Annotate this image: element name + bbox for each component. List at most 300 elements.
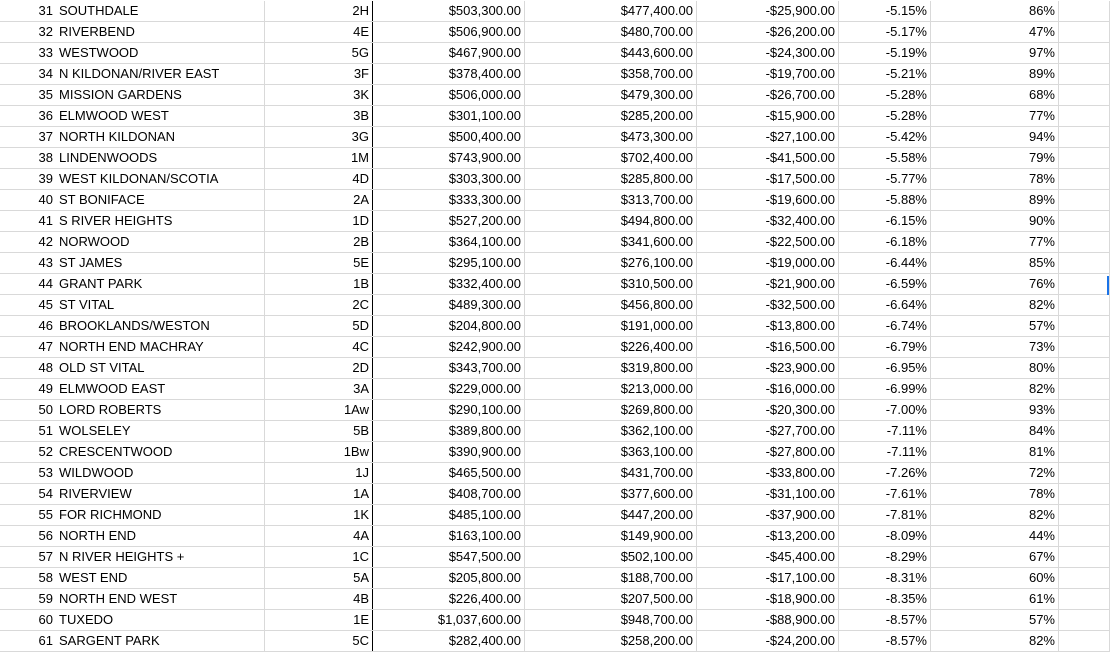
cell-percent-change[interactable]: -6.64% xyxy=(839,295,931,315)
cell-price-a[interactable]: $527,200.00 xyxy=(373,211,525,231)
cell-neighbourhood[interactable] xyxy=(0,358,265,378)
cell-price-change[interactable]: -$22,500.00 xyxy=(697,232,839,252)
cell-price-b[interactable]: $276,100.00 xyxy=(525,253,697,273)
cell-neighbourhood[interactable] xyxy=(0,274,265,294)
cell-empty[interactable] xyxy=(1059,337,1110,357)
cell-price-a[interactable]: $500,400.00 xyxy=(373,127,525,147)
cell-empty[interactable] xyxy=(1059,400,1110,420)
cell-empty[interactable] xyxy=(1059,526,1110,546)
cell-price-b[interactable]: $702,400.00 xyxy=(525,148,697,168)
cell-neighbourhood-name: S RIVER HEIGHTS xyxy=(59,213,173,228)
cell-percent-change[interactable]: -6.15% xyxy=(839,211,931,231)
cell-neighbourhood[interactable] xyxy=(0,568,265,588)
cell-area-code[interactable]: 1K xyxy=(265,505,373,525)
cell-price-change[interactable]: -$13,200.00 xyxy=(697,526,839,546)
cell-percent-change[interactable]: -8.57% xyxy=(839,610,931,630)
cell-price-change[interactable]: -$24,200.00 xyxy=(697,631,839,651)
cell-price-a[interactable]: $332,400.00 xyxy=(373,274,525,294)
cell-cursor-indicator xyxy=(1107,276,1109,295)
cell-area-code[interactable]: 3F xyxy=(265,64,373,84)
cell-neighbourhood[interactable] xyxy=(0,148,265,168)
cell-neighbourhood[interactable] xyxy=(0,505,265,525)
cell-rank-number: 47 xyxy=(38,339,53,354)
cell-neighbourhood[interactable] xyxy=(0,211,265,231)
cell-price-a[interactable]: $343,700.00 xyxy=(373,358,525,378)
cell-rank-number: 45 xyxy=(38,297,53,312)
cell-percent-change[interactable]: -8.35% xyxy=(839,589,931,609)
cell-share[interactable]: 79% xyxy=(931,148,1059,168)
cell-neighbourhood-name: NORWOOD xyxy=(59,234,130,249)
cell-neighbourhood-name: MISSION GARDENS xyxy=(59,87,182,102)
cell-neighbourhood[interactable] xyxy=(0,400,265,420)
cell-empty[interactable] xyxy=(1059,631,1110,651)
cell-area-code[interactable]: 1E xyxy=(265,610,373,630)
cell-rank-number: 53 xyxy=(38,465,53,480)
cell-price-b[interactable]: $480,700.00 xyxy=(525,22,697,42)
cell-neighbourhood-name: ST BONIFACE xyxy=(59,192,145,207)
cell-percent-change[interactable]: -7.00% xyxy=(839,400,931,420)
cell-price-b[interactable]: $149,900.00 xyxy=(525,526,697,546)
cell-area-code[interactable]: 1M xyxy=(265,148,373,168)
cell-price-a[interactable]: $390,900.00 xyxy=(373,442,525,462)
cell-price-a[interactable]: $547,500.00 xyxy=(373,547,525,567)
cell-share[interactable]: 76% xyxy=(931,274,1059,294)
cell-price-change[interactable]: -$41,500.00 xyxy=(697,148,839,168)
cell-price-a[interactable]: $485,100.00 xyxy=(373,505,525,525)
table-row xyxy=(0,148,1110,169)
cell-price-change[interactable]: -$27,800.00 xyxy=(697,442,839,462)
cell-neighbourhood[interactable] xyxy=(0,169,265,189)
cell-empty[interactable] xyxy=(1059,379,1110,399)
cell-share[interactable]: 78% xyxy=(931,169,1059,189)
cell-neighbourhood[interactable] xyxy=(0,316,265,336)
cell-price-b[interactable]: $188,700.00 xyxy=(525,568,697,588)
cell-rank-number: 40 xyxy=(38,192,53,207)
cell-price-change[interactable]: -$45,400.00 xyxy=(697,547,839,567)
cell-share[interactable]: 77% xyxy=(931,232,1059,252)
cell-price-b[interactable]: $191,000.00 xyxy=(525,316,697,336)
cell-area-code[interactable]: 5G xyxy=(265,43,373,63)
cell-neighbourhood[interactable] xyxy=(0,610,265,630)
cell-empty[interactable] xyxy=(1059,295,1110,315)
cell-neighbourhood[interactable] xyxy=(0,232,265,252)
cell-rank-number: 59 xyxy=(38,591,53,606)
cell-area-code[interactable]: 2B xyxy=(265,232,373,252)
cell-share[interactable]: 82% xyxy=(931,505,1059,525)
cell-share[interactable]: 82% xyxy=(931,631,1059,651)
cell-price-b[interactable]: $213,000.00 xyxy=(525,379,697,399)
table-row xyxy=(0,358,1110,379)
cell-percent-change[interactable]: -5.21% xyxy=(839,64,931,84)
cell-percent-change[interactable]: -5.15% xyxy=(839,1,931,21)
cell-share[interactable]: 61% xyxy=(931,589,1059,609)
cell-price-a[interactable]: $467,900.00 xyxy=(373,43,525,63)
cell-share[interactable]: 81% xyxy=(931,442,1059,462)
cell-percent-change[interactable]: -5.17% xyxy=(839,22,931,42)
cell-empty[interactable] xyxy=(1059,442,1110,462)
cell-price-a[interactable]: $465,500.00 xyxy=(373,463,525,483)
cell-price-b[interactable]: $358,700.00 xyxy=(525,64,697,84)
cell-neighbourhood-name: ST JAMES xyxy=(59,255,123,270)
cell-neighbourhood[interactable] xyxy=(0,64,265,84)
cell-neighbourhood[interactable] xyxy=(0,190,265,210)
cell-empty[interactable] xyxy=(1059,169,1110,189)
cell-neighbourhood-name: WOLSELEY xyxy=(59,423,131,438)
cell-price-a[interactable]: $503,300.00 xyxy=(373,1,525,21)
cell-area-code[interactable]: 1C xyxy=(265,547,373,567)
cell-area-code[interactable]: 1J xyxy=(265,463,373,483)
cell-percent-change[interactable]: -6.74% xyxy=(839,316,931,336)
table-row xyxy=(0,631,1110,652)
cell-area-code[interactable]: 1Bw xyxy=(265,442,373,462)
cell-empty[interactable] xyxy=(1059,505,1110,525)
cell-empty[interactable] xyxy=(1059,253,1110,273)
cell-price-a[interactable]: $333,300.00 xyxy=(373,190,525,210)
cell-share[interactable]: 44% xyxy=(931,526,1059,546)
cell-empty[interactable] xyxy=(1059,232,1110,252)
cell-price-b[interactable]: $377,600.00 xyxy=(525,484,697,504)
cell-area-code[interactable]: 5C xyxy=(265,631,373,651)
cell-rank-number: 52 xyxy=(38,444,53,459)
cell-price-a[interactable]: $378,400.00 xyxy=(373,64,525,84)
cell-neighbourhood[interactable] xyxy=(0,22,265,42)
cell-empty[interactable] xyxy=(1059,85,1110,105)
cell-area-code[interactable]: 4C xyxy=(265,337,373,357)
cell-percent-change[interactable]: -6.79% xyxy=(839,337,931,357)
cell-price-b[interactable]: $363,100.00 xyxy=(525,442,697,462)
cell-percent-change[interactable]: -7.26% xyxy=(839,463,931,483)
cell-percent-change[interactable]: -6.99% xyxy=(839,379,931,399)
cell-area-code[interactable]: 3A xyxy=(265,379,373,399)
cell-share[interactable]: 72% xyxy=(931,463,1059,483)
cell-price-b[interactable]: $502,100.00 xyxy=(525,547,697,567)
cell-percent-change[interactable]: -8.57% xyxy=(839,631,931,651)
cell-percent-change[interactable]: -7.11% xyxy=(839,442,931,462)
cell-price-change[interactable]: -$32,400.00 xyxy=(697,211,839,231)
cell-empty[interactable] xyxy=(1059,127,1110,147)
cell-empty[interactable] xyxy=(1059,106,1110,126)
table-row xyxy=(0,106,1110,127)
cell-area-code[interactable]: 3B xyxy=(265,106,373,126)
cell-rank-number: 46 xyxy=(38,318,53,333)
cell-empty[interactable] xyxy=(1059,190,1110,210)
cell-percent-change[interactable]: -5.28% xyxy=(839,106,931,126)
cell-neighbourhood[interactable] xyxy=(0,1,265,21)
cell-area-code[interactable]: 4A xyxy=(265,526,373,546)
cell-rank-number: 41 xyxy=(38,213,53,228)
cell-rank-number: 51 xyxy=(38,423,53,438)
cell-neighbourhood-name: SARGENT PARK xyxy=(59,633,160,648)
cell-share[interactable]: 84% xyxy=(931,421,1059,441)
cell-percent-change[interactable]: -8.31% xyxy=(839,568,931,588)
table-row xyxy=(0,610,1110,631)
cell-neighbourhood-name: RIVERVIEW xyxy=(59,486,132,501)
cell-price-change[interactable]: -$23,900.00 xyxy=(697,358,839,378)
cell-price-b[interactable]: $479,300.00 xyxy=(525,85,697,105)
cell-area-code[interactable]: 5A xyxy=(265,568,373,588)
cell-area-code[interactable]: 3G xyxy=(265,127,373,147)
cell-empty[interactable] xyxy=(1059,589,1110,609)
cell-price-change[interactable]: -$17,500.00 xyxy=(697,169,839,189)
cell-price-a[interactable]: $303,300.00 xyxy=(373,169,525,189)
cell-empty[interactable] xyxy=(1059,43,1110,63)
cell-share[interactable]: 82% xyxy=(931,295,1059,315)
cell-percent-change[interactable]: -6.18% xyxy=(839,232,931,252)
cell-neighbourhood[interactable] xyxy=(0,484,265,504)
cell-neighbourhood[interactable] xyxy=(0,295,265,315)
cell-rank-number: 33 xyxy=(38,45,53,60)
table-row xyxy=(0,442,1110,463)
cell-price-a[interactable]: $226,400.00 xyxy=(373,589,525,609)
cell-rank-number: 38 xyxy=(38,150,53,165)
cell-price-change[interactable]: -$20,300.00 xyxy=(697,400,839,420)
cell-empty[interactable] xyxy=(1059,463,1110,483)
cell-area-code[interactable]: 1B xyxy=(265,274,373,294)
cell-price-change[interactable]: -$16,500.00 xyxy=(697,337,839,357)
cell-share[interactable]: 93% xyxy=(931,400,1059,420)
cell-price-a[interactable]: $489,300.00 xyxy=(373,295,525,315)
cell-percent-change[interactable]: -6.95% xyxy=(839,358,931,378)
cell-empty[interactable] xyxy=(1059,610,1110,630)
cell-price-a[interactable]: $1,037,600.00 xyxy=(373,610,525,630)
cell-price-change[interactable]: -$15,900.00 xyxy=(697,106,839,126)
cell-share[interactable]: 78% xyxy=(931,484,1059,504)
cell-empty[interactable] xyxy=(1059,358,1110,378)
cell-share[interactable]: 67% xyxy=(931,547,1059,567)
table-row xyxy=(0,1,1110,22)
cell-empty[interactable] xyxy=(1059,484,1110,504)
cell-neighbourhood-name: CRESCENTWOOD xyxy=(59,444,173,459)
cell-price-change[interactable]: -$88,900.00 xyxy=(697,610,839,630)
cell-neighbourhood[interactable] xyxy=(0,85,265,105)
table-row xyxy=(0,232,1110,253)
cell-price-b[interactable]: $362,100.00 xyxy=(525,421,697,441)
cell-neighbourhood[interactable] xyxy=(0,337,265,357)
cell-price-change[interactable]: -$16,000.00 xyxy=(697,379,839,399)
cell-price-b[interactable]: $948,700.00 xyxy=(525,610,697,630)
cell-share[interactable]: 47% xyxy=(931,22,1059,42)
cell-area-code[interactable]: 4B xyxy=(265,589,373,609)
cell-neighbourhood[interactable] xyxy=(0,106,265,126)
cell-price-b[interactable]: $285,200.00 xyxy=(525,106,697,126)
cell-price-b[interactable]: $313,700.00 xyxy=(525,190,697,210)
cell-neighbourhood[interactable] xyxy=(0,379,265,399)
cell-price-a[interactable]: $389,800.00 xyxy=(373,421,525,441)
cell-price-b[interactable]: $473,300.00 xyxy=(525,127,697,147)
cell-price-b[interactable]: $285,800.00 xyxy=(525,169,697,189)
cell-price-change[interactable]: -$27,100.00 xyxy=(697,127,839,147)
cell-empty[interactable] xyxy=(1059,568,1110,588)
table-row xyxy=(0,568,1110,589)
cell-percent-change[interactable]: -8.29% xyxy=(839,547,931,567)
cell-area-code[interactable]: 5E xyxy=(265,253,373,273)
cell-price-change[interactable]: -$18,900.00 xyxy=(697,589,839,609)
cell-empty[interactable] xyxy=(1059,1,1110,21)
table-row xyxy=(0,379,1110,400)
cell-empty[interactable] xyxy=(1059,148,1110,168)
cell-percent-change[interactable]: -7.61% xyxy=(839,484,931,504)
cell-price-change[interactable]: -$26,200.00 xyxy=(697,22,839,42)
cell-neighbourhood-name: ST VITAL xyxy=(59,297,115,312)
cell-price-change[interactable]: -$26,700.00 xyxy=(697,85,839,105)
cell-price-b[interactable]: $447,200.00 xyxy=(525,505,697,525)
cell-price-b[interactable]: $431,700.00 xyxy=(525,463,697,483)
cell-rank-number: 39 xyxy=(38,171,53,186)
cell-neighbourhood[interactable] xyxy=(0,526,265,546)
cell-neighbourhood[interactable] xyxy=(0,631,265,651)
cell-neighbourhood[interactable] xyxy=(0,43,265,63)
cell-area-code[interactable]: 1Aw xyxy=(265,400,373,420)
cell-price-change[interactable]: -$31,100.00 xyxy=(697,484,839,504)
cell-share[interactable]: 90% xyxy=(931,211,1059,231)
cell-neighbourhood-name: ELMWOOD WEST xyxy=(59,108,169,123)
cell-share[interactable]: 89% xyxy=(931,190,1059,210)
cell-rank-number: 31 xyxy=(38,3,53,18)
cell-price-change[interactable]: -$32,500.00 xyxy=(697,295,839,315)
cell-price-b[interactable]: $319,800.00 xyxy=(525,358,697,378)
table-row xyxy=(0,64,1110,85)
cell-price-a[interactable]: $290,100.00 xyxy=(373,400,525,420)
cell-price-b[interactable]: $258,200.00 xyxy=(525,631,697,651)
cell-share[interactable]: 85% xyxy=(931,253,1059,273)
cell-percent-change[interactable]: -5.28% xyxy=(839,85,931,105)
cell-share[interactable]: 82% xyxy=(931,379,1059,399)
cell-neighbourhood-name: NORTH END WEST xyxy=(59,591,178,606)
cell-area-code[interactable]: 2A xyxy=(265,190,373,210)
cell-price-b[interactable]: $310,500.00 xyxy=(525,274,697,294)
cell-price-a[interactable]: $295,100.00 xyxy=(373,253,525,273)
cell-price-a[interactable]: $301,100.00 xyxy=(373,106,525,126)
cell-price-change[interactable]: -$37,900.00 xyxy=(697,505,839,525)
cell-price-a[interactable]: $205,800.00 xyxy=(373,568,525,588)
cell-price-b[interactable]: $456,800.00 xyxy=(525,295,697,315)
cell-share[interactable]: 94% xyxy=(931,127,1059,147)
cell-price-change[interactable]: -$17,100.00 xyxy=(697,568,839,588)
cell-percent-change[interactable]: -5.77% xyxy=(839,169,931,189)
cell-neighbourhood-name: WILDWOOD xyxy=(59,465,134,480)
cell-share[interactable]: 57% xyxy=(931,610,1059,630)
cell-price-a[interactable]: $242,900.00 xyxy=(373,337,525,357)
cell-area-code[interactable]: 2C xyxy=(265,295,373,315)
cell-price-a[interactable]: $408,700.00 xyxy=(373,484,525,504)
cell-price-a[interactable]: $163,100.00 xyxy=(373,526,525,546)
cell-price-change[interactable]: -$19,600.00 xyxy=(697,190,839,210)
cell-area-code[interactable]: 4E xyxy=(265,22,373,42)
cell-neighbourhood-name: ELMWOOD EAST xyxy=(59,381,166,396)
cell-empty[interactable] xyxy=(1059,547,1110,567)
cell-share[interactable]: 57% xyxy=(931,316,1059,336)
cell-area-code[interactable]: 1D xyxy=(265,211,373,231)
cell-price-a[interactable]: $364,100.00 xyxy=(373,232,525,252)
cell-empty[interactable] xyxy=(1059,22,1110,42)
cell-share[interactable]: 68% xyxy=(931,85,1059,105)
table-row xyxy=(0,295,1110,316)
cell-share[interactable]: 60% xyxy=(931,568,1059,588)
cell-price-b[interactable]: $269,800.00 xyxy=(525,400,697,420)
cell-empty[interactable] xyxy=(1059,64,1110,84)
cell-price-a[interactable]: $204,800.00 xyxy=(373,316,525,336)
cell-neighbourhood[interactable] xyxy=(0,253,265,273)
cell-percent-change[interactable]: -7.11% xyxy=(839,421,931,441)
table-row xyxy=(0,484,1110,505)
cell-area-code[interactable]: 3K xyxy=(265,85,373,105)
cell-neighbourhood[interactable] xyxy=(0,127,265,147)
table-row xyxy=(0,127,1110,148)
cell-price-b[interactable]: $477,400.00 xyxy=(525,1,697,21)
cell-neighbourhood[interactable] xyxy=(0,463,265,483)
cell-area-code[interactable]: 5B xyxy=(265,421,373,441)
cell-neighbourhood[interactable] xyxy=(0,442,265,462)
cell-area-code[interactable]: 4D xyxy=(265,169,373,189)
cell-neighbourhood[interactable] xyxy=(0,589,265,609)
cell-area-code[interactable]: 2D xyxy=(265,358,373,378)
cell-neighbourhood-name: NORTH KILDONAN xyxy=(59,129,176,144)
cell-percent-change[interactable]: -5.88% xyxy=(839,190,931,210)
cell-neighbourhood-name: WEST END xyxy=(59,570,128,585)
cell-share[interactable]: 80% xyxy=(931,358,1059,378)
table-row xyxy=(0,463,1110,484)
cell-price-change[interactable]: -$21,900.00 xyxy=(697,274,839,294)
cell-price-b[interactable]: $443,600.00 xyxy=(525,43,697,63)
cell-price-a[interactable]: $229,000.00 xyxy=(373,379,525,399)
cell-neighbourhood-name: NORTH END MACHRAY xyxy=(59,339,204,354)
cell-price-change[interactable]: -$27,700.00 xyxy=(697,421,839,441)
cell-price-a[interactable]: $743,900.00 xyxy=(373,148,525,168)
cell-neighbourhood[interactable] xyxy=(0,421,265,441)
cell-percent-change[interactable]: -5.19% xyxy=(839,43,931,63)
cell-share[interactable]: 86% xyxy=(931,1,1059,21)
cell-price-b[interactable]: $226,400.00 xyxy=(525,337,697,357)
cell-area-code[interactable]: 1A xyxy=(265,484,373,504)
cell-percent-change[interactable]: -5.58% xyxy=(839,148,931,168)
cell-price-b[interactable]: $207,500.00 xyxy=(525,589,697,609)
cell-price-b[interactable]: $494,800.00 xyxy=(525,211,697,231)
cell-share[interactable]: 89% xyxy=(931,64,1059,84)
cell-percent-change[interactable]: -5.42% xyxy=(839,127,931,147)
cell-price-change[interactable]: -$19,700.00 xyxy=(697,64,839,84)
cell-price-a[interactable]: $506,000.00 xyxy=(373,85,525,105)
cell-price-b[interactable]: $341,600.00 xyxy=(525,232,697,252)
cell-empty[interactable] xyxy=(1059,421,1110,441)
cell-share[interactable]: 97% xyxy=(931,43,1059,63)
cell-neighbourhood-name: NORTH END xyxy=(59,528,137,543)
cell-area-code[interactable]: 2H xyxy=(265,1,373,21)
cell-price-a[interactable]: $506,900.00 xyxy=(373,22,525,42)
cell-neighbourhood[interactable] xyxy=(0,547,265,567)
cell-price-change[interactable]: -$19,000.00 xyxy=(697,253,839,273)
cell-percent-change[interactable]: -6.44% xyxy=(839,253,931,273)
cell-price-change[interactable]: -$13,800.00 xyxy=(697,316,839,336)
table-row xyxy=(0,589,1110,610)
cell-rank-number: 37 xyxy=(38,129,53,144)
cell-empty[interactable] xyxy=(1059,274,1110,294)
cell-price-change[interactable]: -$25,900.00 xyxy=(697,1,839,21)
cell-percent-change[interactable]: -6.59% xyxy=(839,274,931,294)
cell-rank-number: 34 xyxy=(38,66,53,81)
cell-rank-number: 35 xyxy=(38,87,53,102)
cell-empty[interactable] xyxy=(1059,316,1110,336)
cell-price-change[interactable]: -$33,800.00 xyxy=(697,463,839,483)
cell-share[interactable]: 73% xyxy=(931,337,1059,357)
cell-empty[interactable] xyxy=(1059,211,1110,231)
cell-area-code[interactable]: 5D xyxy=(265,316,373,336)
cell-share[interactable]: 77% xyxy=(931,106,1059,126)
cell-neighbourhood-name: RIVERBEND xyxy=(59,24,135,39)
cell-price-change[interactable]: -$24,300.00 xyxy=(697,43,839,63)
cell-price-a[interactable]: $282,400.00 xyxy=(373,631,525,651)
cell-percent-change[interactable]: -7.81% xyxy=(839,505,931,525)
cell-percent-change[interactable]: -8.09% xyxy=(839,526,931,546)
